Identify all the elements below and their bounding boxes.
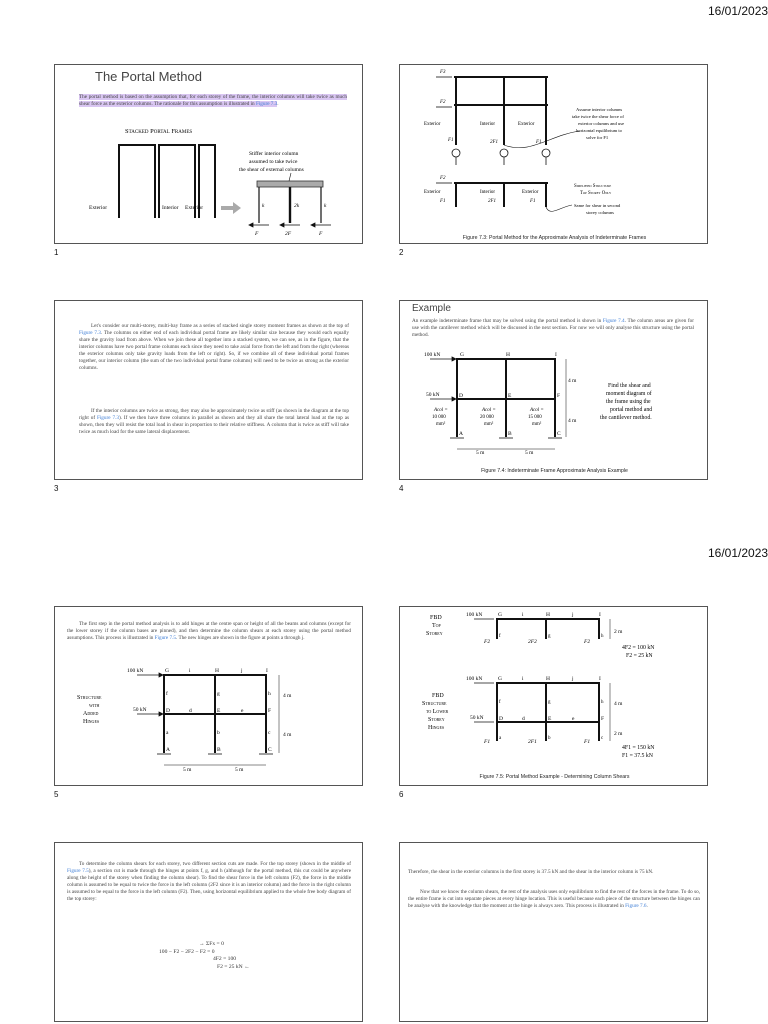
note-line: solve for F1 [586,135,609,140]
text: . [646,903,648,909]
hinge-b: b [548,736,551,741]
text: . The column areas are given for use with the cantilever method which will be discussed in the next section. For now we will only analyse this structure using the portal method. [412,318,694,338]
height-4m: 4 m [614,701,623,707]
label-exterior-right: Exterior [185,205,204,211]
node-F: F [601,716,605,722]
figure-caption: Figure 7.3: Portal Method for the Approximate Analysis of Indeterminate Frames [462,235,647,241]
height-top: 4 m [283,693,292,699]
node-C: C [268,747,272,753]
force-F1: F1 [484,739,491,745]
node-E: E [548,716,552,722]
equation-line: 4F2 = 100 [213,956,237,962]
side-label: to Lower [426,709,449,715]
task-line: the cantilever method. [600,415,652,421]
force-F-right: F [319,231,323,237]
slide-number: 6 [399,790,404,799]
note-heading: Simplified Structure [574,184,612,189]
side-label: with [89,703,100,709]
figure-link[interactable]: Figure 7.5 [67,868,89,874]
force-F2: F2 [584,639,591,645]
area-unit: mm² [436,422,446,427]
hinge-c: c [601,736,604,741]
text: To determine the column shears for each storey, two different section cuts are made. For the top storey (shown in the middle of [79,861,351,867]
note-line: Stiffer interior column [249,151,299,157]
node-H: H [546,612,550,618]
width-right: 5 m [525,450,534,456]
area-label: Acol = [530,408,544,413]
height-bottom: 4 m [283,732,292,738]
slide-paragraph [408,889,700,910]
hinge-a: a [499,736,502,741]
side-label: Structure [422,701,447,707]
slide-6[interactable] [399,606,708,786]
slide-7[interactable] [54,842,363,1022]
figure-link[interactable]: Figure 7.3 [255,101,278,107]
figure-caption: Figure 7.5: Portal Method Example - Determining Column Shears [479,774,630,780]
text: The first step in the portal method analysis is to add hinges at the centre span or height of all the beams and columns (except for the lower storey if the column bases are pinned), and then determine the column shears at each storey using the portal method assumptions. This process is illustrated in [67,621,351,641]
node-G: G [498,612,502,618]
hinge-e: e [241,708,244,714]
node-G: G [460,352,464,358]
hinge-d: d [522,716,525,722]
hinge-c: c [268,730,271,736]
force-2F2: 2F2 [528,639,537,645]
width-left: 5 m [183,767,192,773]
figure-link[interactable]: Figure 7.4 [602,318,625,324]
node-B: B [217,747,221,753]
hinge-h: h [601,634,604,639]
equation-line: F2 = 25 kN ← [217,963,250,970]
side-label: FBD [432,693,444,699]
text: Let's consider our multi-storey, multi-bay frame as a series of stacked single storey moment frames as shown at the top of [91,323,349,329]
node-D: D [166,708,170,714]
text: Therefore, the shear in the exterior columns in the first storey is 37.5 kN and the shear in the interior column is 75 kN. [408,869,654,875]
hinge-f: f [166,691,168,697]
side-label: Storey [428,717,445,723]
example-frame-figure [400,349,708,469]
note-line: storey columns [586,210,614,215]
load-100kN: 100 kN [127,668,144,674]
note-line: Assume interior columns [576,107,623,112]
area-label: Acol = [482,408,496,413]
equation: 4F2 = 100 kN [622,645,655,651]
note-line: the shear of external columns [239,167,304,173]
side-label: Structure [77,695,102,701]
hinge-g: g [217,691,220,697]
stacked-portal-frames-figure [55,123,363,243]
node-E: E [217,708,221,714]
hinge-e: e [572,716,575,722]
equation: 4F1 = 150 kN [622,745,655,751]
label-F2: F2 [440,176,446,181]
figure-link[interactable]: Figure 7.3 [96,415,119,421]
area-left: 10 000 [432,415,446,420]
hinge-h: h [268,691,271,697]
text: . [277,101,279,107]
node-H: H [546,676,550,682]
label-F3: F3 [440,70,446,75]
label-interior: Interior [480,190,495,195]
text: . The new hinges are shown in the figure at points a through j. [175,635,305,641]
equation-block [155,941,275,971]
text: ). If we then have three columns in parallel as shown and they all share the total lateral load at the top as shown, then they will resist the total load in shear in proportion to their relative stiffness. A column that is twice as stiff will take twice as much load for the same lateral displacement. [79,415,350,435]
equation-line: 100 − F2 − 2F2 − F2 = 0 [159,948,215,955]
note-line: take twice the shear force of [572,114,624,119]
node-I: I [555,352,557,358]
slide-title: The Portal Method [95,69,202,84]
height-top: 4 m [568,378,577,384]
equation: F1 = 37.5 kN [622,753,653,759]
slide-1[interactable] [54,64,363,244]
arrow-right-icon [221,202,241,214]
text: Now that we know the column shears, the rest of the analysis uses only equilibrium to find the rest of the forces in the frame. To do so, the entire frame is cut into separate pieces at every hinge location. This is useful because each piece of the structure between the hinges can be analyse with the knowledge that the moment at the hinge is always zero. This process is illustrated in [408,889,700,909]
label-exterior: Exterior [518,122,535,127]
node-F: F [268,708,272,714]
slide-paragraph [412,318,694,339]
label-2F1: 2F1 [490,140,499,145]
force-F2: F2 [484,639,491,645]
load-50kN: 50 kN [470,715,484,721]
slide-paragraph [79,323,349,372]
hinge-h: h [601,700,604,705]
node-G: G [165,668,169,674]
slide-8[interactable] [399,842,708,1022]
node-F: F [557,393,561,399]
label-F1: F1 [530,199,536,204]
note-line: assumed to take twice [249,159,298,165]
side-label: Top [432,623,441,629]
node-I: I [599,612,601,618]
label-F1: F1 [536,140,542,145]
hinge-i: i [522,612,524,618]
note-line: horizontal equilibrium to [576,128,622,133]
force-2F1: 2F1 [528,739,537,745]
slide-4[interactable] [399,300,708,480]
slide-number: 5 [54,790,59,799]
upper-frame [454,77,548,145]
area-unit: mm² [484,422,494,427]
hinge-a: a [166,730,169,736]
hinge-d: d [189,708,192,714]
task-line: the frame using the [606,399,651,405]
node-D: D [499,716,503,722]
stiffness-k-left: k [262,203,265,209]
highlighted-text: The portal method is based on the assumption that, for each storey of the frame, the interior columns will take twice as much shear force as the exterior columns. The rationale for this assumption is illustrated in [79,94,347,107]
label-exterior-left: Exterior [89,205,108,211]
text: . The columns on either end of each individual portal frame are likely similar size because they would each equally share the gravity load from above. When we join these all together into a stacked system, we can see, as in the figure, that the interior columns have two portal frame columns each since they need to take axial force from the left and from the right (whereas the exterior columns only take gravity loads from the left or right). So, if we combine all of these individual portal frames together, our interior column (the sum of the two individual portal frame columns) will need to be twice as strong as the exterior columns. [79,330,349,371]
force-2F: 2F [285,231,292,237]
note-line: Same for shear in second [574,203,621,208]
label-F1: F1 [440,199,446,204]
lower-frame [496,683,600,741]
task-line: portal method and [610,407,653,413]
dimension-lines [164,675,279,765]
node-A: A [166,747,170,753]
side-label: FBD [430,615,442,621]
slide-number: 2 [399,248,404,257]
node-D: D [459,393,463,399]
force-F-left: F [255,231,259,237]
height-2m: 2 m [614,731,623,737]
node-G: G [498,676,502,682]
force-F1: F1 [584,739,591,745]
date-stamp-middle: 16/01/2023 [708,546,768,560]
label-exterior: Exterior [522,190,539,195]
support-reactions [452,149,550,165]
area-middle: 20 000 [480,415,494,420]
area-label: Acol = [434,408,448,413]
side-label: Added [83,711,99,717]
stiffness-k-right: k [324,203,327,209]
hinge-j: j [241,668,243,674]
hinge-i: i [522,676,524,682]
slide-5[interactable] [54,606,363,786]
task-line: moment diagram of [606,391,652,397]
node-I: I [266,668,268,674]
figure-link[interactable]: Figure 7.5 [154,635,176,641]
slide-paragraph [79,408,349,436]
hinge-j: j [572,676,574,682]
width-right: 5 m [235,767,244,773]
label-interior: Interior [480,122,495,127]
frame-members [163,675,267,753]
text: If the interior columns are twice as strong, they may also be approximately twice as stiff (as shown in the diagram at the top right of [79,408,349,421]
callout-curve [504,131,580,148]
note-heading: Top Storey Only [580,191,612,196]
slide-3[interactable] [54,300,363,480]
slide-number: 1 [54,248,59,257]
figure-heading: Stacked Portal Frames [125,128,193,135]
slide-title: Example [412,303,451,314]
node-B: B [508,431,512,437]
load-50kN: 50 kN [133,707,147,713]
label-exterior: Exterior [424,122,441,127]
label-interior: Interior [162,205,179,211]
slide-paragraph [79,94,347,108]
equation-line: → ΣFx = 0 [199,941,224,947]
node-E: E [508,393,512,399]
callout-curve [546,205,572,211]
figure-caption: Figure 7.4: Indeterminate Frame Approximate Analysis Example [481,468,628,474]
side-label: Storey [426,631,443,637]
load-50kN: 50 kN [426,392,440,398]
slide-number: 4 [399,484,404,493]
slide-number: 3 [54,484,59,493]
text: ), a section cut is made through the hinges at points f, g, and h (although for the portal method, this cut could be anywhere along the height of the storey when finding the column shear). To find the shear force in the left column (F2), the force in the middle column is assumed to be equal to twice the force in the left column (2F2 since it is an interior column) and the force in the right column is assumed to be equal to the force in the left column (F2). Then, using horizontal equilibrium applied to the whole free body diagram of the top storey: [67,868,351,902]
label-2F1: 2F1 [488,199,497,204]
load-100kN: 100 kN [466,612,483,618]
node-I: I [599,676,601,682]
text: An example indeterminate frame that may be solved using the portal method is shown in [412,318,603,324]
side-label: Hinges [83,719,100,725]
slide-paragraph [67,621,351,642]
stiffness-2k: 2k [294,203,300,209]
rigid-beam [257,181,323,187]
equation: F2 = 25 kN [626,653,653,659]
hinge-i: i [189,668,191,674]
hinge-f: f [499,634,501,639]
hinge-g: g [548,700,551,705]
width-left: 5 m [476,450,485,456]
slide-2[interactable] [399,64,708,244]
node-A: A [459,431,463,437]
hinge-g: g [548,634,551,639]
label-exterior: Exterior [424,190,441,195]
hinge-j: j [572,612,574,618]
node-H: H [215,668,219,674]
area-right: 15 000 [528,415,542,420]
figure-link[interactable]: Figure 7.3 [79,330,101,336]
fbd-figure [400,607,708,779]
hinge-f: f [499,700,501,705]
portal-frame-left [119,145,155,218]
area-unit: mm² [532,422,542,427]
label-F2: F2 [440,100,446,105]
hinged-structure-figure [55,663,363,786]
date-stamp-top: 16/01/2023 [708,4,768,18]
side-label: Hinges [428,725,445,731]
node-H: H [506,352,510,358]
slide-paragraph [408,869,700,876]
height-bottom: 4 m [568,418,577,424]
figure-link[interactable]: Figure 7.6 [625,903,647,909]
load-100kN: 100 kN [424,352,441,358]
combined-columns [259,187,321,223]
lead-line [289,173,291,181]
portal-method-figure [400,65,708,237]
label-F1: F1 [448,138,454,143]
height-2m: 2 m [614,629,623,635]
task-line: Find the shear and [608,383,651,389]
slide-paragraph [67,861,351,903]
note-line: exterior columns and use [578,121,625,126]
load-100kN: 100 kN [466,676,483,682]
node-C: C [557,431,561,437]
shear-arrows [249,223,331,227]
hinge-b: b [217,730,220,736]
